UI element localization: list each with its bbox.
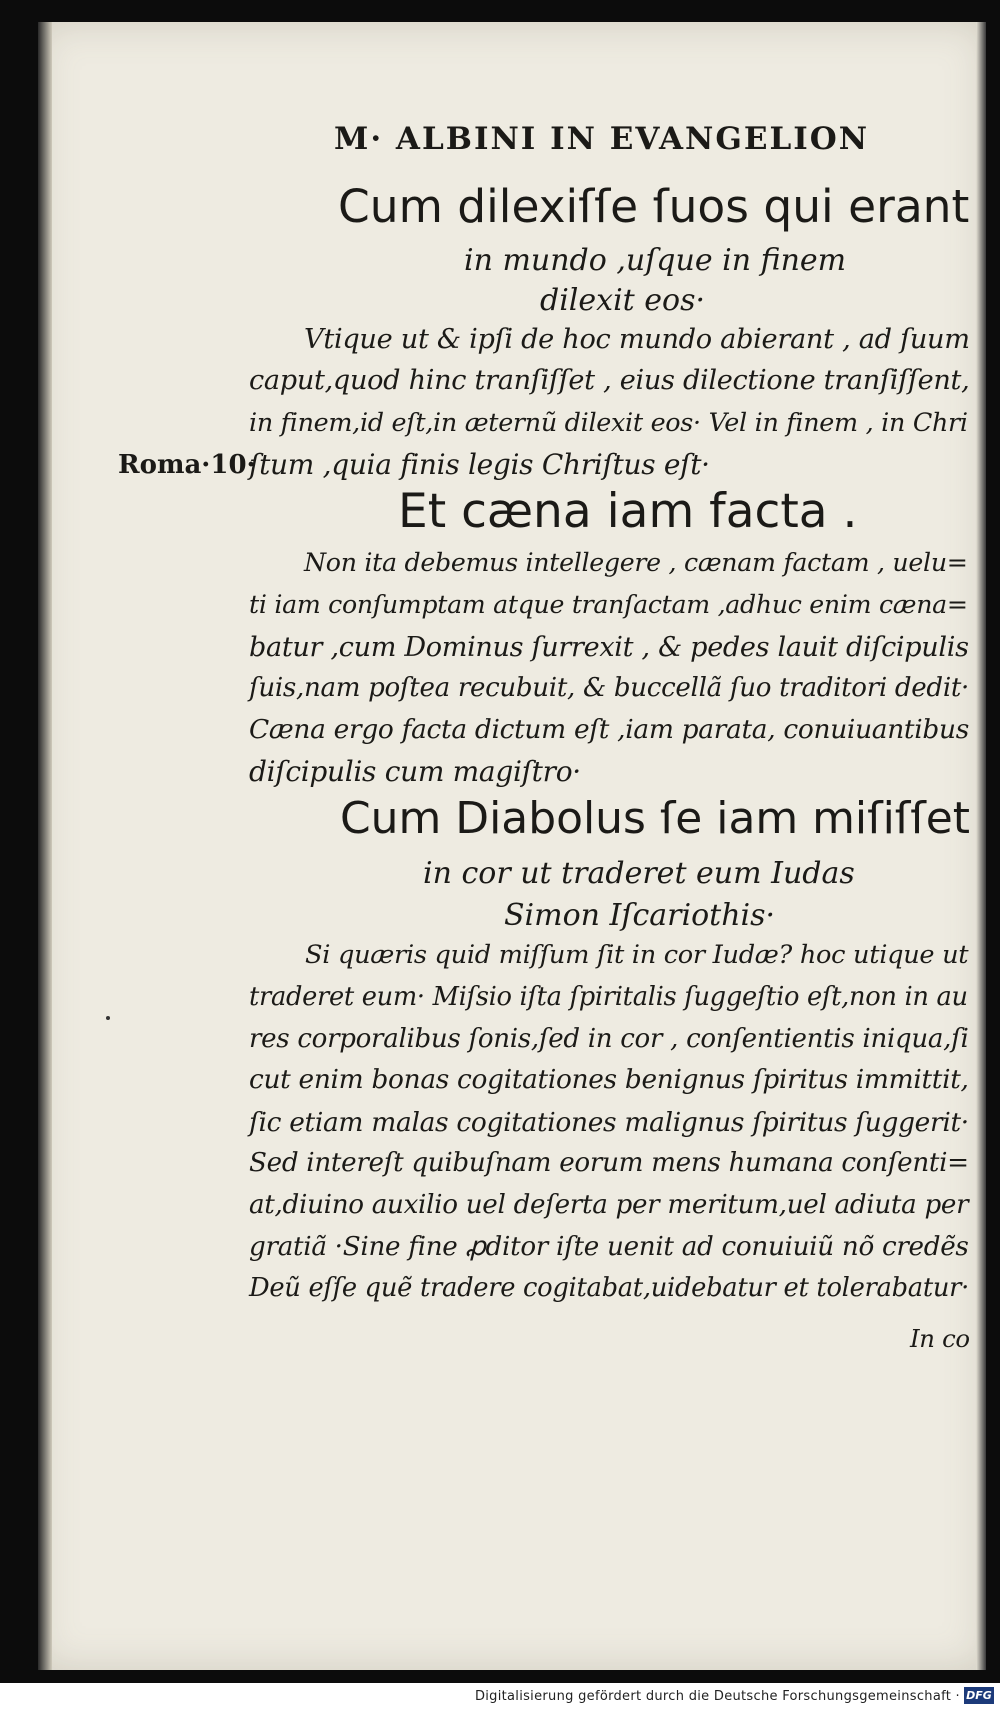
para3-line-3: res corporalibus ſonis,ſed in cor , conſentientis iniqua,ſi bbox=[249, 1024, 969, 1054]
page-edge bbox=[976, 22, 986, 1670]
para1-line-4: ſtum ,quia finis legis Chriſtus eſt· bbox=[249, 448, 710, 481]
lemma-1-line-3: dilexit eos· bbox=[540, 283, 705, 318]
para3-line-2: traderet eum· Miſsio iſta ſpiritalis ſuggeſtio eſt,non in au bbox=[249, 982, 968, 1012]
para1-line-2: caput,quod hinc tranſiſſet , eius dilectione tranſiſſent, bbox=[249, 365, 970, 396]
footer-credit: Digitalisierung gefördert durch die Deutsche Forschungsgemeinschaft · bbox=[474, 1689, 960, 1704]
para2-line-4: ſuis,nam poſtea recubuit, & buccellã ſuo traditori dedit· bbox=[249, 673, 970, 703]
para2-line-1: Non ita debemus intellegere , cænam factam , uelu= bbox=[304, 548, 968, 577]
running-head: M· ALBINI IN EVANGELION bbox=[334, 121, 870, 157]
para3-line-9: Deũ eſſe quẽ tradere cogitabat,uidebatur et tolerabatur· bbox=[249, 1273, 970, 1303]
margin-note: Roma·10· bbox=[118, 450, 256, 480]
para2-line-2: ti iam conſumptam atque tranſactam ,adhuc enim cæna= bbox=[249, 590, 968, 619]
para3-line-6: Sed intereſt quibuſnam eorum mens humana conſenti= bbox=[249, 1148, 969, 1178]
para2-line-3: batur ,cum Dominus ſurrexit , & pedes lauit diſcipulis bbox=[249, 632, 969, 663]
para1-line-1: Vtique ut & ipſi de hoc mundo abierant , ad ſuum bbox=[304, 324, 970, 355]
lemma-2: Et cæna iam facta . bbox=[398, 484, 858, 539]
para2-line-5: Cæna ergo facta dictum eſt ,iam parata, conuiuantibus bbox=[249, 714, 969, 745]
lemma-1-line-1: Cum dilexiſſe ſuos qui erant bbox=[338, 180, 970, 233]
para3-line-4: cut enim bonas cogitationes benignus ſpiritus immittit, bbox=[249, 1065, 969, 1095]
para2-line-6: diſcipulis cum magiſtro· bbox=[249, 755, 581, 788]
lemma-3-line-2: in cor ut traderet eum Iudas bbox=[423, 856, 855, 891]
book-page bbox=[38, 22, 986, 1670]
dfg-logo: DFG bbox=[964, 1687, 994, 1704]
lemma-3-line-1: Cum Diabolus ſe iam miſiſſet bbox=[340, 793, 970, 844]
lemma-3-line-3: Simon Iſcariothis· bbox=[504, 898, 776, 933]
lemma-1-line-2: in mundo ,uſque in finem bbox=[464, 243, 847, 278]
digitization-footer bbox=[0, 1683, 1000, 1709]
para3-line-1: Si quæris quid miſſum ſit in cor Iudæ? hoc utique ut bbox=[305, 940, 969, 970]
para3-line-8: gratiã ·Sine fine ꝓditor iſte uenit ad conuiuiũ nõ credẽs bbox=[249, 1232, 969, 1262]
para1-line-3: in finem,id eſt,in æternũ dilexit eos· Vel in finem , in Chri bbox=[249, 407, 968, 437]
para3-line-5: ſic etiam malas cogitationes malignus ſpiritus ſuggerit· bbox=[249, 1107, 969, 1138]
catchword: In co bbox=[910, 1324, 970, 1353]
ink-speck bbox=[106, 1016, 110, 1020]
page-gutter bbox=[38, 22, 52, 1670]
para3-line-7: at,diuino auxilio uel deſerta per meritum,uel adiuta per bbox=[249, 1190, 969, 1220]
